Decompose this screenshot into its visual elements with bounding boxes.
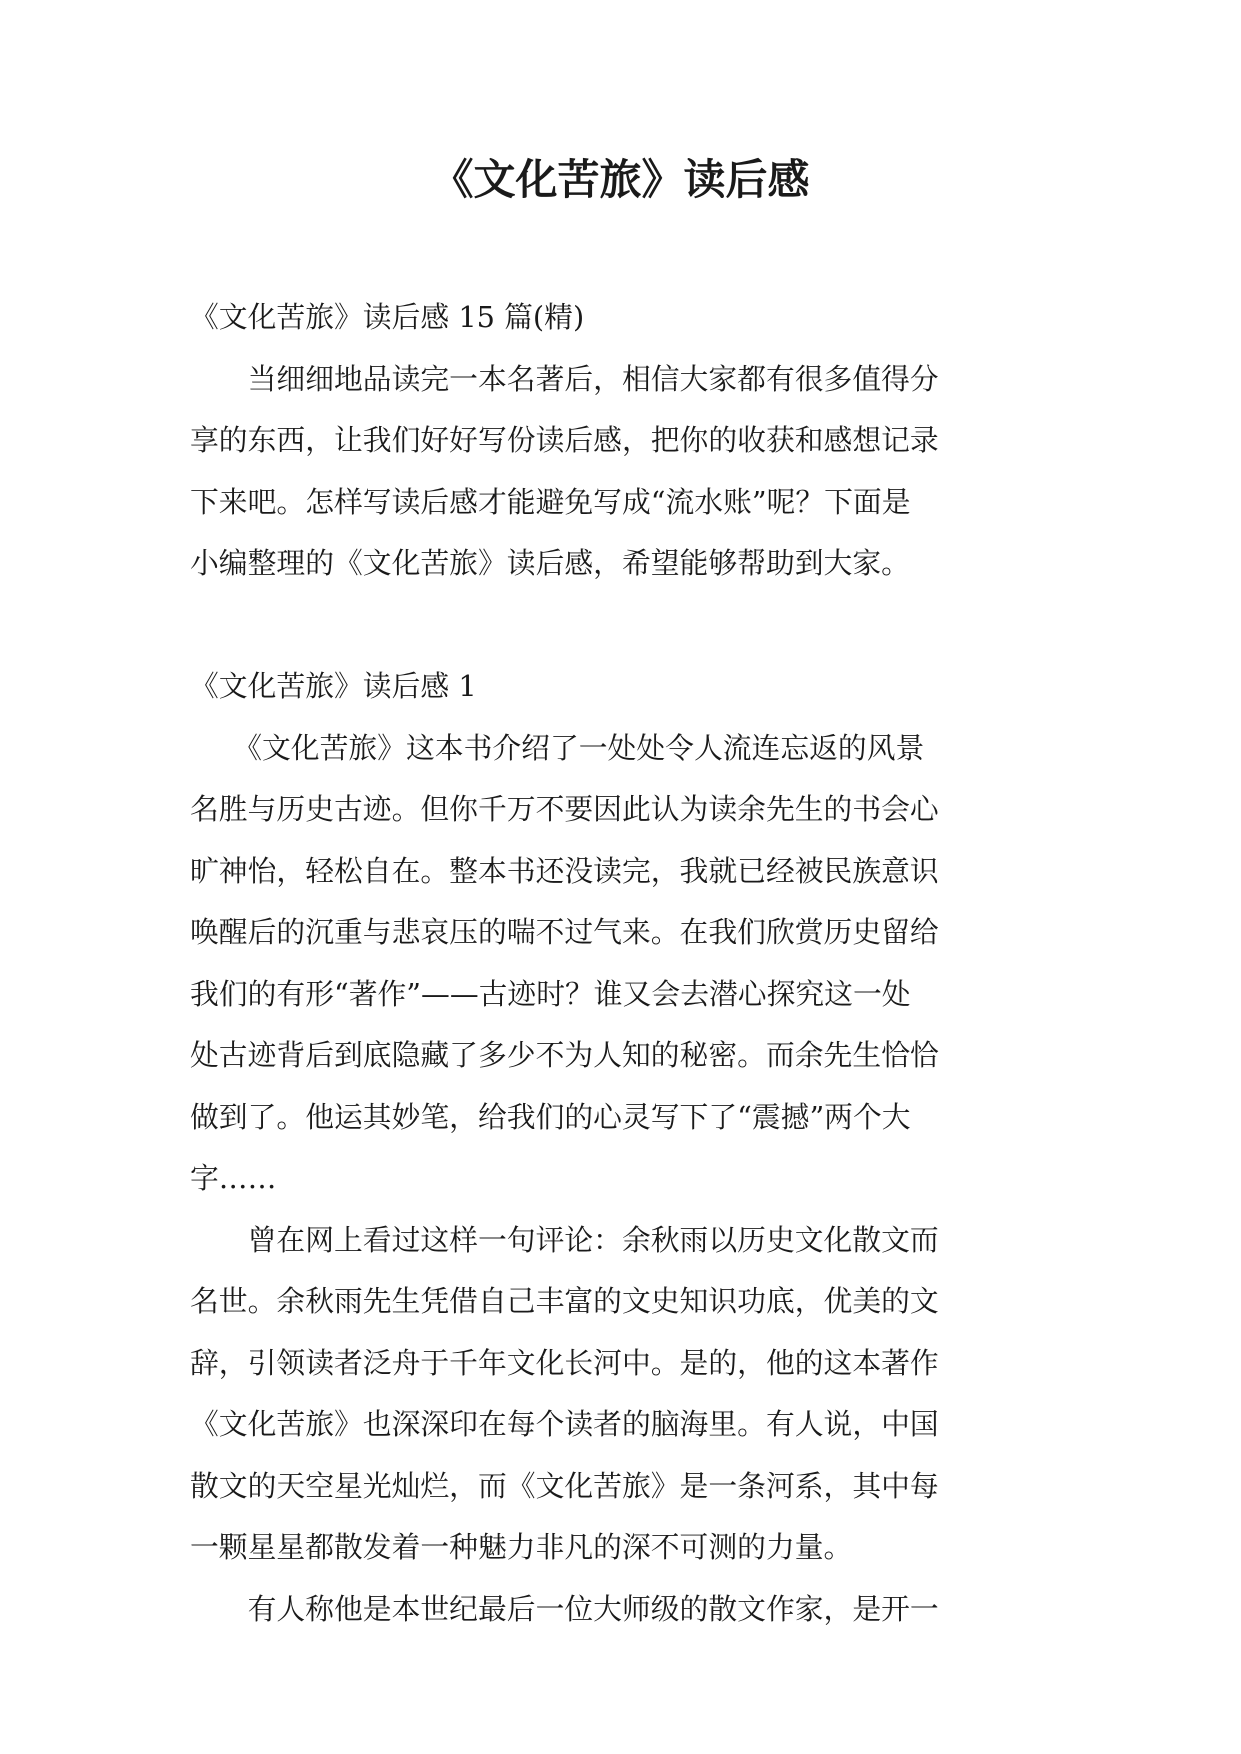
text-line: 《文化苦旅》也深深印在每个读者的脑海里。有人说，中国 bbox=[190, 1407, 939, 1441]
text-line: 一颗星星都散发着一种魅力非凡的深不可测的力量。 bbox=[190, 1530, 853, 1564]
text-line: 有人称他是本世纪最后一位大师级的散文作家，是开一 bbox=[190, 1591, 939, 1626]
text-line: 旷神怡，轻松自在。整本书还没读完，我就已经被民族意识 bbox=[190, 853, 939, 888]
text-line: 散文的天空星光灿烂，而《文化苦旅》是一条河系，其中每 bbox=[190, 1468, 939, 1503]
document-body bbox=[190, 287, 1060, 1640]
text-line: 辞，引领读者泛舟于千年文化长河中。是的，他的这本著作 bbox=[190, 1345, 939, 1380]
text-line: 名胜与历史古迹。但你千万不要因此认为读余先生的书会心 bbox=[190, 792, 939, 826]
text-line: 处古迹背后到底隐藏了多少不为人知的秘密。而余先生恰恰 bbox=[190, 1038, 939, 1072]
blank-line bbox=[190, 595, 1060, 657]
text-line: 名世。余秋雨先生凭借自己丰富的文史知识功底，优美的文 bbox=[190, 1284, 939, 1318]
text-line: 做到了。他运其妙笔，给我们的心灵写下了“震撼”两个大 bbox=[190, 1099, 911, 1134]
text-line: 当细细地品读完一本名著后，相信大家都有很多值得分 bbox=[190, 361, 939, 396]
text-line: 唤醒后的沉重与悲哀压的喘不过气来。在我们欣赏历史留给 bbox=[190, 915, 939, 949]
text-line: 下来吧。怎样写读后感才能避免写成“流水账”呢？下面是 bbox=[190, 484, 911, 519]
text-line: 曾在网上看过这样一句评论：余秋雨以历史文化散文而 bbox=[190, 1222, 939, 1257]
text-line: 字…… bbox=[190, 1161, 277, 1195]
document-title: 《文化苦旅》读后感 bbox=[431, 155, 810, 204]
text-line: 小编整理的《文化苦旅》读后感，希望能够帮助到大家。 bbox=[190, 546, 910, 580]
text-line: 我们的有形“著作”——古迹时？谁又会去潜心探究这一处 bbox=[190, 976, 911, 1011]
text-line: 《文化苦旅》这本书介绍了一处处令人流连忘返的风景 bbox=[190, 730, 925, 765]
text-line: 《文化苦旅》读后感 1 bbox=[190, 669, 477, 703]
text-line: 《文化苦旅》读后感 15 篇(精) bbox=[190, 300, 585, 334]
text-line: 享的东西，让我们好好写份读后感，把你的收获和感想记录 bbox=[190, 423, 939, 457]
